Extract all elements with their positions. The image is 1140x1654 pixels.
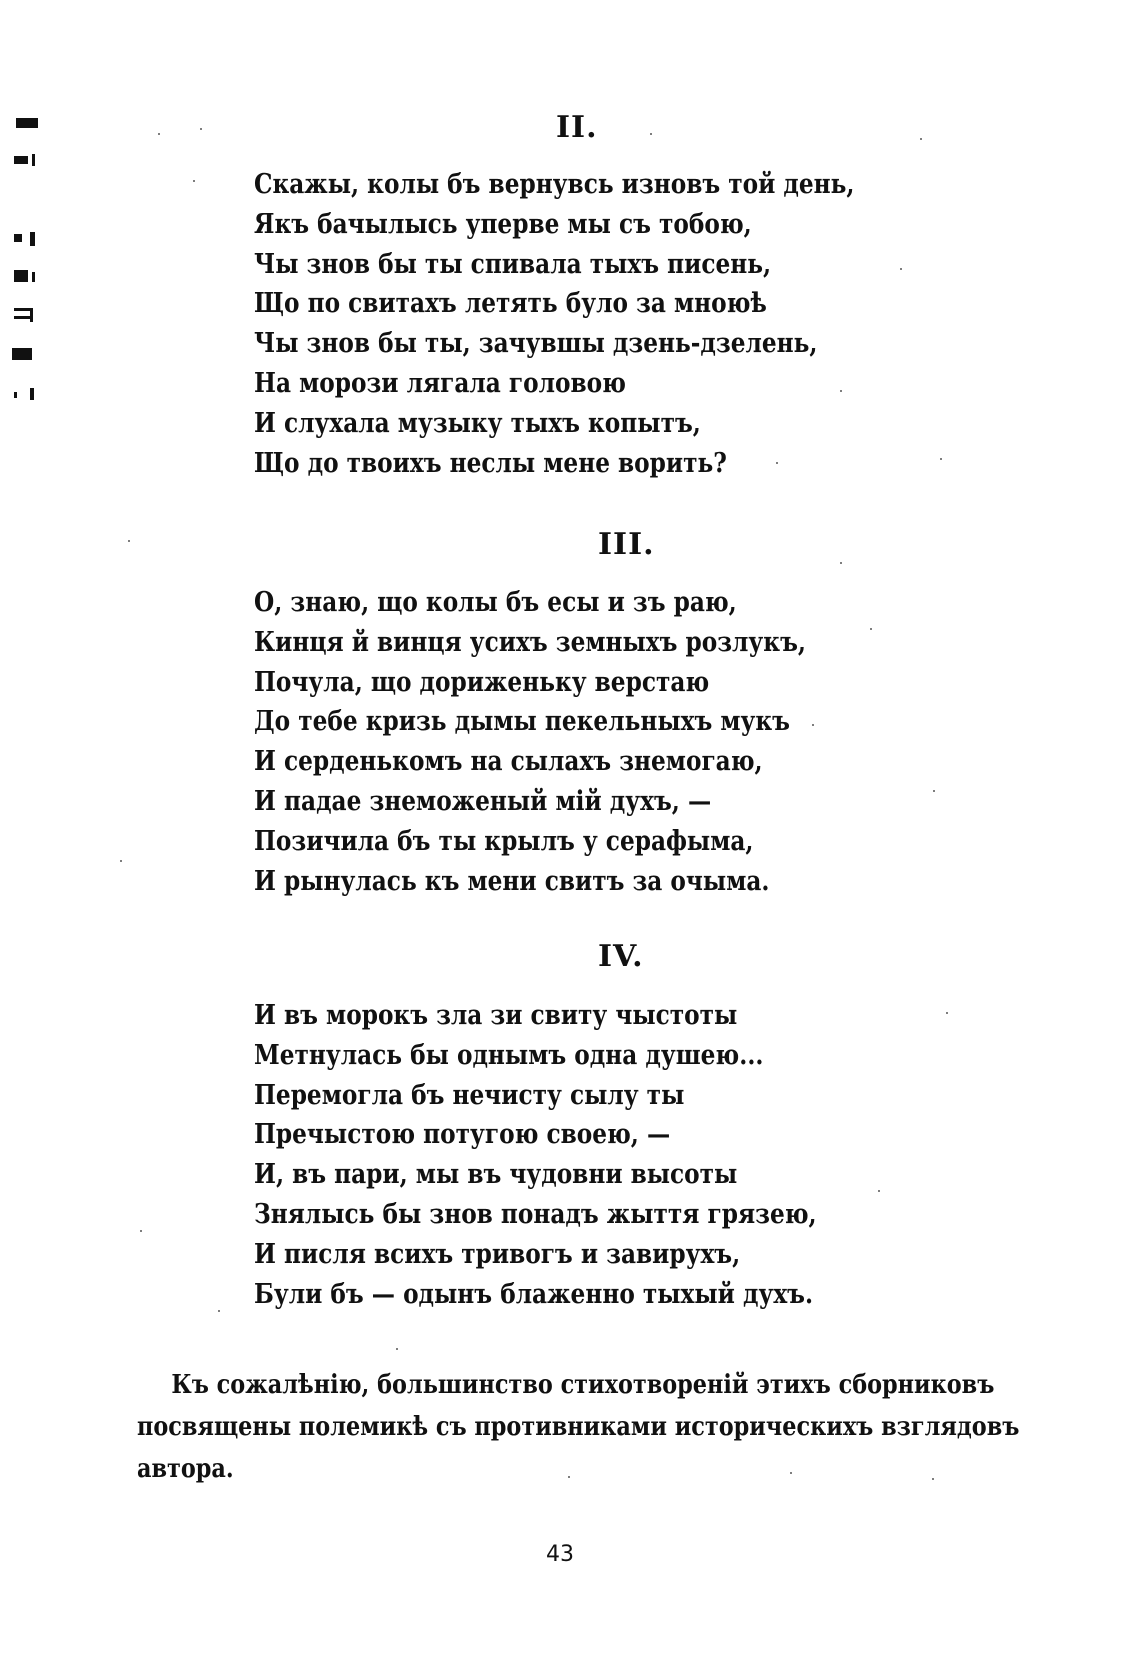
section-heading-iii: III. <box>598 527 655 562</box>
verse-line: Пречыстою потугою своею, — <box>254 1119 671 1151</box>
section-heading-ii: II. <box>556 110 598 145</box>
prose-line: автора. <box>137 1454 234 1484</box>
scan-speck <box>812 724 814 726</box>
verse-line: Почула, що дориженьку верстаю <box>254 666 710 698</box>
verse-line: Перемогла бъ нечисту сылу ты <box>254 1079 685 1111</box>
scan-speck <box>140 1230 142 1232</box>
verse-line: Чы знов бы ты спивала тыхъ писень, <box>254 248 772 280</box>
left-margin-bleed <box>0 108 40 428</box>
scan-speck <box>790 1472 792 1474</box>
scan-speck <box>878 1190 880 1192</box>
scan-speck <box>650 133 652 135</box>
scan-speck <box>200 128 202 130</box>
scan-speck <box>900 268 902 270</box>
scan-speck <box>218 1310 220 1312</box>
verse-line: И падае знеможеный мій духъ, — <box>254 785 712 817</box>
verse-line: И серденькомъ на сылахъ знемогаю, <box>254 746 763 778</box>
verse-line: И писля всихъ тривогъ и завирухъ, <box>254 1238 741 1270</box>
scan-speck <box>870 628 872 630</box>
verse-line: Метнулась бы однымъ одна душею... <box>254 1039 764 1071</box>
verse-line: И, въ пари, мы въ чудовни высоты <box>254 1159 738 1191</box>
verse-line: Якъ бачылысь уперве мы съ тобою, <box>254 208 752 240</box>
scan-speck <box>568 1476 570 1478</box>
scan-speck <box>396 1348 398 1350</box>
verse-line: Були бъ — одынъ блаженно тыхый духъ. <box>254 1278 814 1310</box>
verse-line: О, знаю, що колы бъ есы и зъ раю, <box>254 587 737 618</box>
verse-line: И рынулась къ мени свитъ за очыма. <box>254 865 770 897</box>
page-number: 43 <box>546 1542 574 1567</box>
verse-line: Чы знов бы ты, зачувшы дзень-дзелень, <box>254 328 818 360</box>
verse-line: Кинця й винця усихъ земныхъ розлукъ, <box>254 626 806 658</box>
scan-speck <box>840 562 842 564</box>
verse-line: Позичила бъ ты крылъ у серафыма, <box>254 825 754 857</box>
scan-speck <box>920 138 922 140</box>
scan-speck <box>193 180 195 182</box>
verse-line: На морози лягала головою <box>254 367 626 399</box>
scan-speck <box>940 458 942 460</box>
commentary-paragraph <box>137 1364 1037 1490</box>
verse-line: И въ морокъ зла зи свиту чыстоты <box>254 1000 738 1031</box>
scan-speck <box>128 540 130 542</box>
verse-line: Скажы, колы бъ вернувсь изновъ той день, <box>254 169 855 200</box>
verse-line: Що до твоихъ неслы мене ворить? <box>254 447 727 479</box>
verse-line: И слухала музыку тыхъ копытъ, <box>254 407 701 439</box>
scan-speck <box>946 1012 948 1014</box>
prose-line: посвящены полемикѣ съ противниками историческихъ взглядовъ <box>137 1412 1020 1442</box>
verse-line: До тебе кризь дымы пекельныхъ мукъ <box>254 706 790 738</box>
scan-speck <box>120 860 122 862</box>
verse-line: Знялысь бы знов понадъ жыття грязею, <box>254 1198 817 1230</box>
section-heading-iv: IV. <box>598 939 644 974</box>
prose-line: Къ сожалѣнію, большинство стихотвореній этихъ сборниковъ <box>171 1370 995 1400</box>
scan-speck <box>933 790 935 792</box>
stanza-iii <box>254 583 896 901</box>
stanza-iv <box>254 996 908 1314</box>
verse-line: Що по свитахъ летять було за мноюѣ <box>254 288 767 320</box>
scan-speck <box>840 390 842 392</box>
scan-speck <box>158 133 160 135</box>
stanza-ii <box>254 165 952 483</box>
scan-speck <box>776 462 778 464</box>
scan-speck <box>932 1478 934 1480</box>
